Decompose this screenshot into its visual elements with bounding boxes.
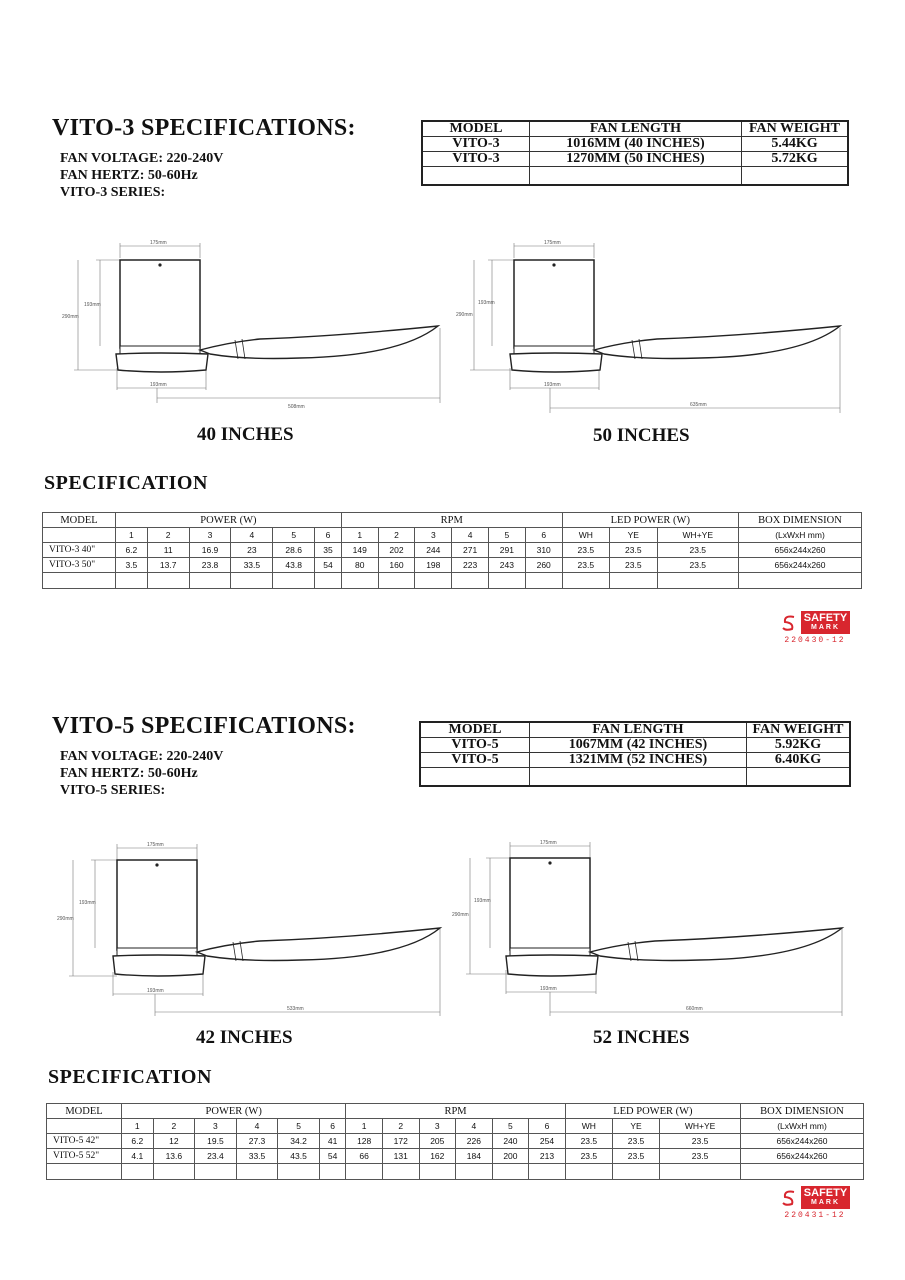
table-header-power: POWER (W) bbox=[122, 1104, 346, 1119]
speed-label: 2 bbox=[378, 528, 415, 543]
table-header-rpm: RPM bbox=[346, 1104, 565, 1119]
led-label: WH+YE bbox=[660, 1119, 741, 1134]
table-header-power: POWER (W) bbox=[116, 513, 342, 528]
table-cell bbox=[420, 768, 530, 786]
safety-line2: MARK bbox=[811, 1199, 840, 1206]
table-header-model: MODEL bbox=[422, 121, 530, 137]
power-value: 13.7 bbox=[147, 558, 189, 573]
dim-inner: 193mm bbox=[474, 898, 491, 904]
dim-top: 175mm bbox=[147, 842, 164, 848]
dim-span: 660mm bbox=[686, 1006, 703, 1012]
led-value: 23.5 bbox=[562, 558, 609, 573]
power-value: 35 bbox=[315, 543, 342, 558]
table-header-rpm: RPM bbox=[341, 513, 562, 528]
diagram-caption: 52 INCHES bbox=[593, 1027, 690, 1048]
speed-label: 3 bbox=[189, 528, 231, 543]
table-row bbox=[420, 768, 850, 786]
rpm-value: 310 bbox=[525, 543, 562, 558]
table-header-model: MODEL bbox=[420, 722, 530, 738]
rpm-value: 198 bbox=[415, 558, 452, 573]
table-row bbox=[422, 137, 848, 152]
led-value: 23.5 bbox=[657, 558, 738, 573]
rpm-value: 128 bbox=[346, 1134, 383, 1149]
fan-hertz: FAN HERTZ: 50-60Hz bbox=[60, 766, 198, 781]
table-cell bbox=[422, 167, 530, 185]
dim-base: 193mm bbox=[150, 382, 167, 388]
diagram-caption: 50 INCHES bbox=[593, 425, 690, 446]
led-label: WH bbox=[565, 1119, 612, 1134]
rpm-value: 162 bbox=[419, 1149, 456, 1164]
safety-s-icon bbox=[780, 1189, 798, 1207]
rpm-value: 66 bbox=[346, 1149, 383, 1164]
rpm-value: 131 bbox=[382, 1149, 419, 1164]
power-value: 23.8 bbox=[189, 558, 231, 573]
dim-outer: 290mm bbox=[57, 916, 74, 922]
power-value: 11 bbox=[147, 543, 189, 558]
dim-base: 193mm bbox=[147, 988, 164, 994]
led-value: 23.5 bbox=[660, 1149, 741, 1164]
row-model: VITO-5 52" bbox=[47, 1149, 122, 1164]
rpm-value: 260 bbox=[525, 558, 562, 573]
spec-title: SPECIFICATION bbox=[44, 472, 208, 494]
rpm-value: 213 bbox=[529, 1149, 566, 1164]
fan-dimension-diagram bbox=[60, 238, 450, 413]
speed-label: 4 bbox=[452, 528, 489, 543]
rpm-value: 271 bbox=[452, 543, 489, 558]
dim-outer: 290mm bbox=[62, 314, 79, 320]
rpm-value: 244 bbox=[415, 543, 452, 558]
table-header-row bbox=[43, 513, 862, 528]
diagram-caption: 40 INCHES bbox=[197, 424, 294, 445]
dim-span: 508mm bbox=[288, 404, 305, 410]
model-table bbox=[419, 721, 851, 787]
fan-hertz: FAN HERTZ: 50-60Hz bbox=[60, 168, 198, 183]
power-value: 13.6 bbox=[153, 1149, 195, 1164]
table-header-row bbox=[47, 1104, 864, 1119]
power-value: 23.4 bbox=[195, 1149, 237, 1164]
dim-top: 175mm bbox=[544, 240, 561, 246]
safety-line2: MARK bbox=[811, 624, 840, 631]
table-header-box: BOX DIMENSION bbox=[741, 1104, 864, 1119]
table-row bbox=[422, 167, 848, 185]
power-value: 28.6 bbox=[273, 543, 315, 558]
power-value: 43.8 bbox=[273, 558, 315, 573]
table-cell bbox=[43, 528, 116, 543]
speed-label: 1 bbox=[346, 1119, 383, 1134]
led-value: 23.5 bbox=[657, 543, 738, 558]
fan-dimension-diagram bbox=[450, 836, 852, 1018]
table-row bbox=[420, 753, 850, 768]
speed-label: 4 bbox=[231, 528, 273, 543]
led-value: 23.5 bbox=[565, 1149, 612, 1164]
safety-badge bbox=[801, 1186, 850, 1209]
safety-badge bbox=[801, 611, 850, 634]
table-header-led: LED POWER (W) bbox=[565, 1104, 740, 1119]
table-row bbox=[420, 738, 850, 753]
table-row bbox=[43, 558, 862, 573]
power-value: 54 bbox=[319, 1149, 346, 1164]
speed-label: 4 bbox=[236, 1119, 278, 1134]
speed-label: 1 bbox=[122, 1119, 154, 1134]
table-row bbox=[47, 1164, 864, 1180]
table-header-length: FAN LENGTH bbox=[530, 722, 747, 738]
dim-outer: 290mm bbox=[456, 312, 473, 318]
fan-dimension-diagram bbox=[55, 838, 450, 1018]
box-value: 656x244x260 bbox=[739, 558, 862, 573]
dim-span: 635mm bbox=[690, 402, 707, 408]
power-value: 41 bbox=[319, 1134, 346, 1149]
table-header-row bbox=[422, 121, 848, 137]
table-header-led: LED POWER (W) bbox=[562, 513, 738, 528]
rpm-value: 240 bbox=[492, 1134, 529, 1149]
power-value: 43.5 bbox=[278, 1149, 320, 1164]
power-value: 33.5 bbox=[236, 1149, 278, 1164]
table-header-weight: FAN WEIGHT bbox=[747, 722, 851, 738]
table-row bbox=[43, 573, 862, 589]
speed-label: 6 bbox=[525, 528, 562, 543]
dim-inner: 193mm bbox=[79, 900, 96, 906]
table-row bbox=[47, 1149, 864, 1164]
speed-label: 2 bbox=[147, 528, 189, 543]
dim-top: 175mm bbox=[540, 840, 557, 846]
safety-mark bbox=[775, 611, 855, 645]
dim-base: 193mm bbox=[544, 382, 561, 388]
table-cell bbox=[742, 167, 849, 185]
power-value: 19.5 bbox=[195, 1134, 237, 1149]
speed-label: 6 bbox=[529, 1119, 566, 1134]
dim-outer: 290mm bbox=[452, 912, 469, 918]
table-header-model: MODEL bbox=[43, 513, 116, 528]
safety-line1: SAFETY bbox=[803, 1187, 848, 1199]
table-cell: VITO-3 bbox=[422, 137, 530, 152]
power-value: 27.3 bbox=[236, 1134, 278, 1149]
table-row bbox=[47, 1134, 864, 1149]
rpm-value: 243 bbox=[489, 558, 526, 573]
table-subheader-row bbox=[43, 528, 862, 543]
table-header-row bbox=[420, 722, 850, 738]
power-value: 33.5 bbox=[231, 558, 273, 573]
spec-meta bbox=[60, 748, 223, 799]
table-cell: 1321MM (52 INCHES) bbox=[530, 753, 747, 768]
section-title: VITO-3 SPECIFICATIONS: bbox=[52, 115, 356, 141]
safety-code: 220430-12 bbox=[784, 636, 846, 645]
box-unit: (LxWxH mm) bbox=[741, 1119, 864, 1134]
speed-label: 5 bbox=[489, 528, 526, 543]
table-cell bbox=[530, 167, 742, 185]
speed-label: 1 bbox=[341, 528, 378, 543]
safety-s-icon bbox=[780, 614, 798, 632]
table-row bbox=[422, 152, 848, 167]
model-table bbox=[421, 120, 849, 186]
table-subheader-row bbox=[47, 1119, 864, 1134]
section-title: VITO-5 SPECIFICATIONS: bbox=[52, 713, 356, 739]
diagram-caption: 42 INCHES bbox=[196, 1027, 293, 1048]
safety-line1: SAFETY bbox=[803, 612, 848, 624]
led-label: WH bbox=[562, 528, 609, 543]
power-value: 34.2 bbox=[278, 1134, 320, 1149]
safety-code: 220431-12 bbox=[784, 1211, 846, 1220]
led-value: 23.5 bbox=[612, 1149, 659, 1164]
dim-top: 175mm bbox=[150, 240, 167, 246]
table-row bbox=[43, 543, 862, 558]
power-value: 23 bbox=[231, 543, 273, 558]
rpm-value: 200 bbox=[492, 1149, 529, 1164]
rpm-value: 172 bbox=[382, 1134, 419, 1149]
led-value: 23.5 bbox=[562, 543, 609, 558]
fan-voltage: FAN VOLTAGE: 220-240V bbox=[60, 151, 224, 166]
rpm-value: 80 bbox=[341, 558, 378, 573]
speed-label: 4 bbox=[456, 1119, 493, 1134]
rpm-value: 202 bbox=[378, 543, 415, 558]
box-value: 656x244x260 bbox=[739, 543, 862, 558]
table-cell: VITO-5 bbox=[420, 753, 530, 768]
table-cell bbox=[530, 768, 747, 786]
power-value: 6.2 bbox=[122, 1134, 154, 1149]
power-value: 4.1 bbox=[122, 1149, 154, 1164]
rpm-value: 149 bbox=[341, 543, 378, 558]
dim-inner: 193mm bbox=[478, 300, 495, 306]
speed-label: 1 bbox=[116, 528, 148, 543]
dim-base: 193mm bbox=[540, 986, 557, 992]
speed-label: 3 bbox=[415, 528, 452, 543]
table-header-length: FAN LENGTH bbox=[530, 121, 742, 137]
power-value: 54 bbox=[315, 558, 342, 573]
speed-label: 5 bbox=[492, 1119, 529, 1134]
spec-meta bbox=[60, 150, 223, 201]
table-cell: 5.44KG bbox=[742, 137, 849, 152]
fan-dimension-diagram bbox=[452, 238, 852, 413]
table-cell: 5.72KG bbox=[742, 152, 849, 167]
table-cell: 1067MM (42 INCHES) bbox=[530, 738, 747, 753]
rpm-value: 291 bbox=[489, 543, 526, 558]
series-label: VITO-3 SERIES: bbox=[60, 185, 166, 200]
rpm-value: 223 bbox=[452, 558, 489, 573]
led-value: 23.5 bbox=[610, 558, 657, 573]
speed-label: 3 bbox=[195, 1119, 237, 1134]
box-unit: (LxWxH mm) bbox=[739, 528, 862, 543]
row-model: VITO-5 42" bbox=[47, 1134, 122, 1149]
led-value: 23.5 bbox=[660, 1134, 741, 1149]
speed-label: 2 bbox=[153, 1119, 195, 1134]
table-cell: VITO-3 bbox=[422, 152, 530, 167]
series-label: VITO-5 SERIES: bbox=[60, 783, 166, 798]
led-value: 23.5 bbox=[565, 1134, 612, 1149]
table-cell bbox=[747, 768, 851, 786]
table-cell: VITO-5 bbox=[420, 738, 530, 753]
table-header-weight: FAN WEIGHT bbox=[742, 121, 849, 137]
power-value: 16.9 bbox=[189, 543, 231, 558]
speed-label: 3 bbox=[419, 1119, 456, 1134]
speed-label: 2 bbox=[382, 1119, 419, 1134]
row-model: VITO-3 50" bbox=[43, 558, 116, 573]
led-value: 23.5 bbox=[612, 1134, 659, 1149]
led-label: YE bbox=[610, 528, 657, 543]
table-cell: 6.40KG bbox=[747, 753, 851, 768]
rpm-value: 205 bbox=[419, 1134, 456, 1149]
power-value: 6.2 bbox=[116, 543, 148, 558]
led-label: WH+YE bbox=[657, 528, 738, 543]
table-header-box: BOX DIMENSION bbox=[739, 513, 862, 528]
box-value: 656x244x260 bbox=[741, 1149, 864, 1164]
box-value: 656x244x260 bbox=[741, 1134, 864, 1149]
table-cell bbox=[47, 1119, 122, 1134]
rpm-value: 226 bbox=[456, 1134, 493, 1149]
safety-mark bbox=[775, 1186, 855, 1220]
row-model: VITO-3 40" bbox=[43, 543, 116, 558]
speed-label: 5 bbox=[278, 1119, 320, 1134]
table-cell: 1270MM (50 INCHES) bbox=[530, 152, 742, 167]
rpm-value: 184 bbox=[456, 1149, 493, 1164]
led-label: YE bbox=[612, 1119, 659, 1134]
rpm-value: 160 bbox=[378, 558, 415, 573]
spec-table bbox=[42, 512, 862, 589]
table-cell: 5.92KG bbox=[747, 738, 851, 753]
table-header-model: MODEL bbox=[47, 1104, 122, 1119]
speed-label: 6 bbox=[315, 528, 342, 543]
led-value: 23.5 bbox=[610, 543, 657, 558]
spec-title: SPECIFICATION bbox=[48, 1066, 212, 1088]
power-value: 12 bbox=[153, 1134, 195, 1149]
power-value: 3.5 bbox=[116, 558, 148, 573]
speed-label: 5 bbox=[273, 528, 315, 543]
speed-label: 6 bbox=[319, 1119, 346, 1134]
fan-voltage: FAN VOLTAGE: 220-240V bbox=[60, 749, 224, 764]
dim-inner: 193mm bbox=[84, 302, 101, 308]
rpm-value: 254 bbox=[529, 1134, 566, 1149]
spec-table bbox=[46, 1103, 864, 1180]
table-cell: 1016MM (40 INCHES) bbox=[530, 137, 742, 152]
dim-span: 533mm bbox=[287, 1006, 304, 1012]
